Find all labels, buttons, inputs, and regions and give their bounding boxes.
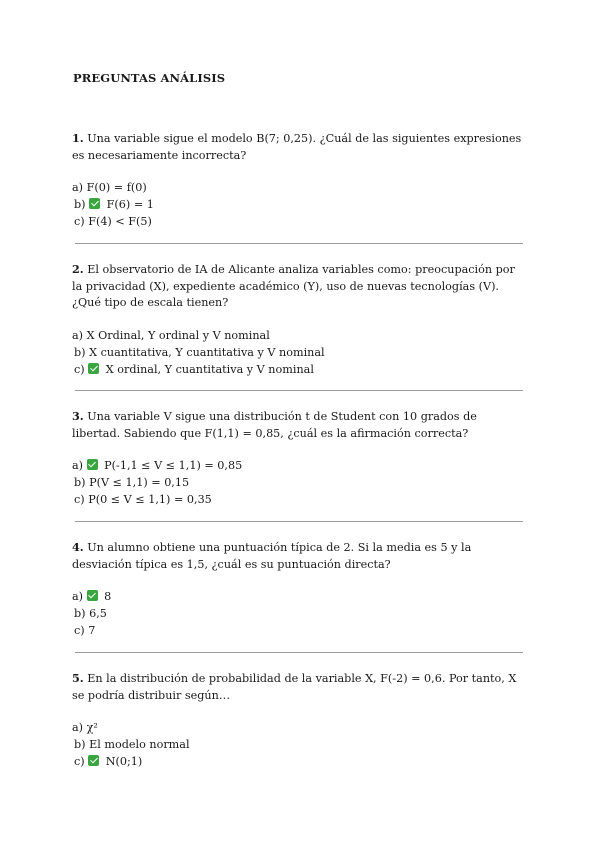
option-b bbox=[72, 344, 524, 361]
option-prefix: c) bbox=[74, 362, 89, 376]
option-text: χ² bbox=[86, 721, 98, 734]
question-2 bbox=[72, 261, 524, 378]
option-prefix: a) bbox=[72, 590, 87, 603]
option-prefix: b) bbox=[74, 607, 90, 620]
question-4 bbox=[72, 539, 524, 639]
option-c bbox=[72, 491, 524, 508]
divider bbox=[75, 390, 523, 391]
option-text: P(-1,1 ≤ V ≤ 1,1) = 0,85 bbox=[100, 459, 243, 472]
divider bbox=[75, 652, 523, 653]
option-prefix: b) bbox=[74, 198, 90, 211]
option-text: X Ordinal, Y ordinal y V nominal bbox=[86, 328, 270, 342]
option-text: F(0) = f(0) bbox=[86, 181, 147, 194]
option-prefix: a) bbox=[72, 181, 87, 194]
question-number: 1. bbox=[72, 131, 84, 145]
option-prefix: a) bbox=[72, 721, 87, 734]
question-body: Una variable V sigue una distribución t de Student con 10 grados de libertad. Sabiendo que F(1,1) = 0,85, ¿cuál es la afirmación correcta? bbox=[72, 410, 477, 440]
option-prefix: c) bbox=[74, 493, 89, 506]
question-number: 4. bbox=[72, 540, 84, 554]
question-text bbox=[72, 130, 524, 164]
option-text: P(0 ≤ V ≤ 1,1) = 0,35 bbox=[88, 493, 212, 506]
question-number: 2. bbox=[72, 262, 84, 276]
options-list bbox=[72, 588, 524, 639]
option-text: P(V ≤ 1,1) = 0,15 bbox=[89, 476, 190, 489]
check-mark-icon bbox=[88, 755, 99, 766]
options-list bbox=[72, 719, 524, 770]
question-body: El observatorio de IA de Alicante analiza variables como: preocupación por la privacidad (X), expediente académico (Y), uso de nuevas tecnologías (V). ¿Qué tipo de escala tienen? bbox=[72, 263, 515, 309]
option-text: El modelo normal bbox=[89, 738, 190, 751]
option-prefix: c) bbox=[74, 755, 89, 768]
check-mark-icon bbox=[87, 459, 98, 470]
option-prefix: b) bbox=[74, 738, 90, 751]
option-b bbox=[72, 736, 524, 753]
question-body: Una variable sigue el modelo B(7; 0,25). ¿Cuál de las siguientes expresiones es necesariamente incorrecta? bbox=[72, 132, 522, 162]
option-c bbox=[72, 622, 524, 639]
option-a bbox=[72, 457, 524, 474]
option-text: X cuantitativa, Y cuantitativa y V nominal bbox=[89, 345, 325, 359]
option-text: X ordinal, Y cuantitativa y V nominal bbox=[102, 362, 314, 376]
question-text bbox=[72, 670, 524, 704]
question-number: 5. bbox=[72, 671, 84, 685]
option-prefix: b) bbox=[74, 476, 90, 489]
option-a bbox=[72, 179, 524, 196]
check-mark-icon bbox=[87, 590, 98, 601]
option-text: F(4) < F(5) bbox=[88, 215, 152, 228]
options-list bbox=[72, 457, 524, 508]
question-text bbox=[72, 261, 524, 312]
question-body: Un alumno obtiene una puntuación típica de 2. Si la media es 5 y la desviación típica es 1,5, ¿cuál es su puntuación directa? bbox=[72, 541, 472, 571]
option-text: 6,5 bbox=[89, 607, 107, 620]
question-1 bbox=[72, 130, 524, 230]
options-list bbox=[72, 327, 524, 378]
check-mark-icon bbox=[88, 363, 99, 374]
question-body: En la distribución de probabilidad de la variable X, F(-2) = 0,6. Por tanto, X se podría distribuir según… bbox=[72, 672, 517, 702]
question-3 bbox=[72, 408, 524, 508]
question-number: 3. bbox=[72, 409, 84, 423]
option-b bbox=[72, 474, 524, 491]
option-prefix: a) bbox=[72, 328, 87, 342]
option-a bbox=[72, 327, 524, 344]
check-mark-icon bbox=[89, 198, 100, 209]
option-prefix: a) bbox=[72, 459, 87, 472]
option-a bbox=[72, 588, 524, 605]
question-text bbox=[72, 408, 524, 442]
option-b bbox=[72, 605, 524, 622]
option-c bbox=[72, 753, 524, 770]
question-5 bbox=[72, 670, 524, 770]
option-prefix: c) bbox=[74, 624, 89, 637]
option-b bbox=[72, 196, 524, 213]
question-text bbox=[72, 539, 524, 573]
option-a bbox=[72, 719, 524, 736]
option-text: F(6) = 1 bbox=[103, 198, 154, 211]
divider bbox=[75, 521, 523, 522]
option-c bbox=[72, 213, 524, 230]
document-title: PREGUNTAS ANÁLISIS bbox=[73, 71, 226, 85]
option-prefix: c) bbox=[74, 215, 89, 228]
option-text: 7 bbox=[88, 624, 96, 637]
option-text: N(0;1) bbox=[102, 755, 143, 768]
option-text: 8 bbox=[100, 590, 112, 603]
divider bbox=[75, 243, 523, 244]
options-list bbox=[72, 179, 524, 230]
option-prefix: b) bbox=[74, 345, 90, 359]
option-c bbox=[72, 361, 524, 378]
